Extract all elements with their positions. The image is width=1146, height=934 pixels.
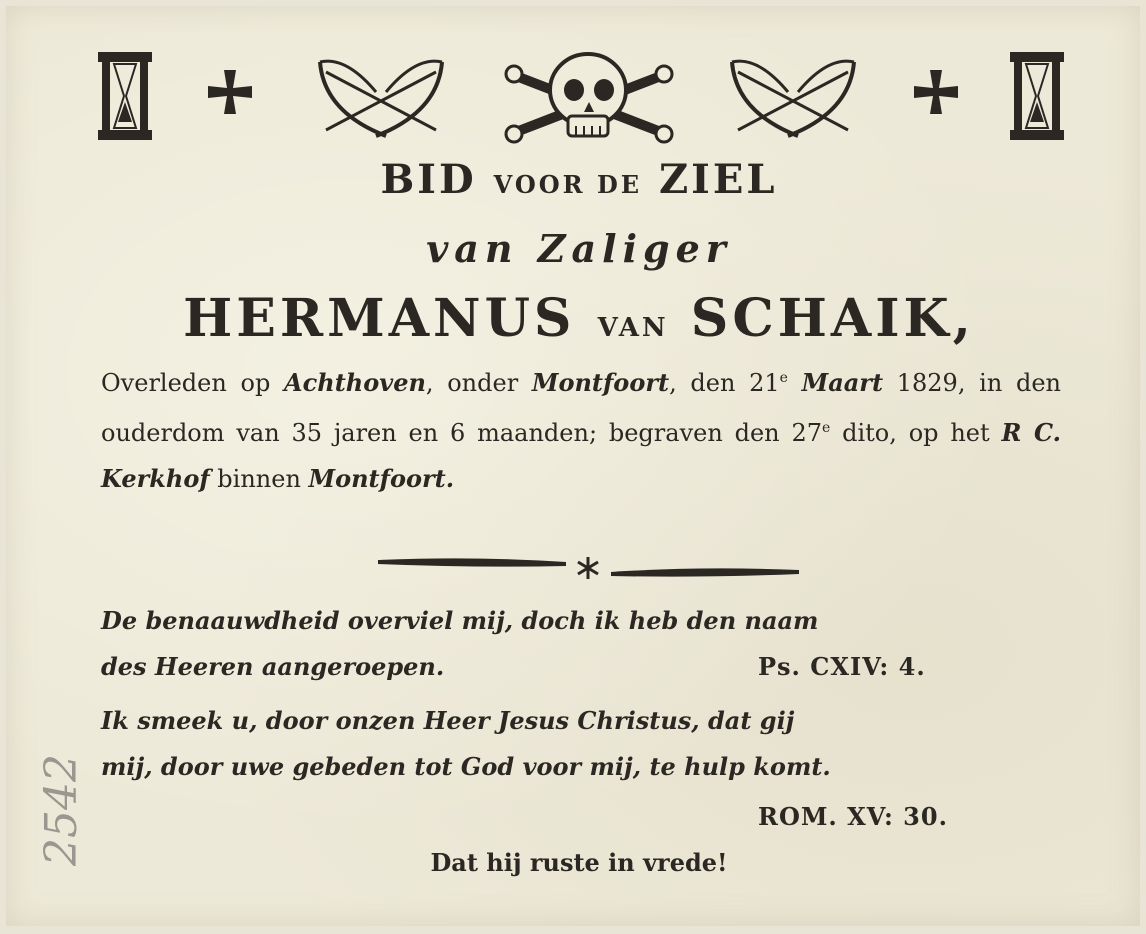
subheading: van Zaliger [426, 226, 732, 271]
closing-line: Dat hij ruste in vrede! [430, 848, 728, 877]
verse-1-reference: Ps. CXIV: 4. [758, 652, 926, 681]
name-van: VAN [597, 313, 669, 343]
verse-2-reference: ROM. XV: 30. [758, 802, 948, 831]
scythes-icon [732, 61, 854, 136]
body-text-2: , onder [425, 369, 532, 397]
death-notice [101, 356, 1061, 502]
ornament-row [6, 44, 1146, 148]
heading [6, 156, 1146, 203]
body-text-5: dito, op het [830, 419, 1002, 447]
name-first: HERMANUS [183, 288, 576, 349]
body-text-6: binnen [209, 465, 309, 493]
verse-1-line-1: De benaauwdheid overviel mij, doch ik heb den naam [101, 606, 819, 635]
verse-2-line-1: Ik smeek u, door onzen Heer Jesus Christus, dat gij [101, 706, 795, 735]
skull-crossbones-icon [506, 54, 672, 142]
deceased-name [6, 288, 1146, 349]
scythes-icon [320, 61, 442, 136]
superscript-e: e [779, 370, 788, 386]
body-text-1: Overleden op [101, 369, 285, 397]
body-text-4: 1829, in den ouderdom van 35 jaren en 6 maanden; begraven den 27 [101, 369, 1061, 447]
hourglass-icon [98, 52, 152, 140]
verse-2-line-2: mij, door uwe gebeden tot God voor mij, te hulp komt. [101, 752, 831, 781]
month-maart: Maart [801, 368, 884, 397]
asterisk-icon [578, 557, 598, 579]
place-montfoort: Montfoort [531, 368, 670, 397]
decorative-divider [376, 548, 801, 588]
memorial-card [6, 6, 1140, 926]
heading-ziel: ZIEL [658, 156, 778, 203]
body-text-3: , den 21 [669, 369, 780, 397]
cemetery-name: R C. Kerkhof [101, 418, 1061, 493]
handwritten-number: 2542 [36, 754, 87, 866]
place-montfoort-burial: Montfoort. [308, 464, 455, 493]
superscript-e: e [822, 420, 831, 436]
cross-icon [914, 70, 958, 114]
handwritten-note [28, 746, 98, 896]
heading-voor-de: VOOR DE [493, 170, 643, 199]
place-achthoven: Achthoven [284, 368, 426, 397]
hourglass-icon [1010, 52, 1064, 140]
verse-1-line-2: des Heeren aangeroepen. [101, 652, 445, 681]
heading-bid: BID [380, 156, 477, 203]
cross-icon [208, 70, 252, 114]
name-last: SCHAIK, [690, 288, 975, 349]
